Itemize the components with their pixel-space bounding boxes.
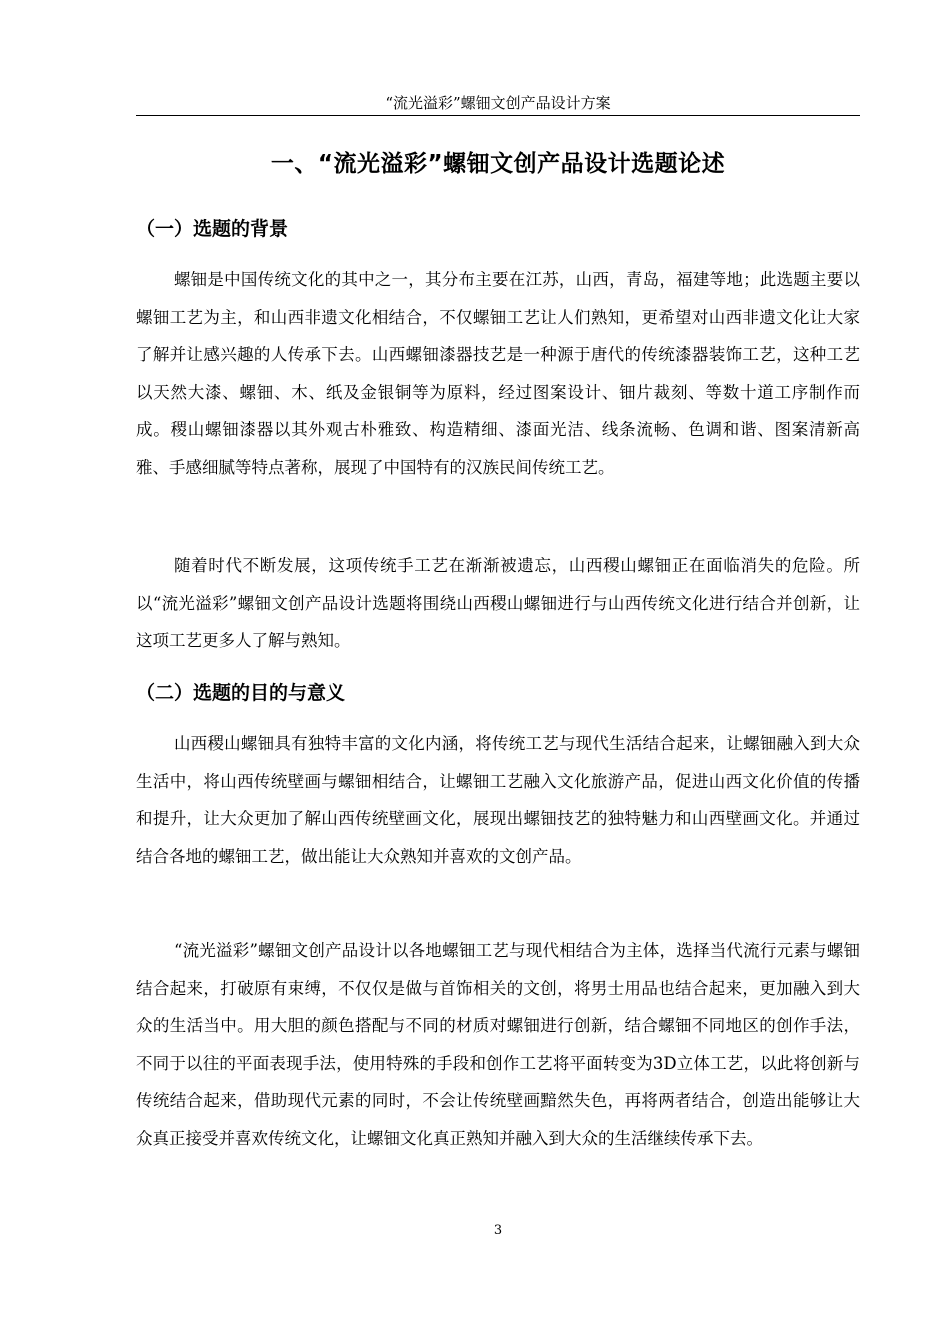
paragraph-purpose-1: 山西稷山螺钿具有独特丰富的文化内涵，将传统工艺与现代生活结合起来，让螺钿融入到大众生活中，将山西传统壁画与螺钿相结合，让螺钿工艺融入文化旅游产品，促进山西文化价值的传播和提升，让大众更加了解山西传统壁画文化，展现出螺钿技艺的独特魅力和山西壁画文化。并通过结合各地的螺钿工艺，做出能让大众熟知并喜欢的文创产品。 — [136, 734, 860, 866]
running-header: “流光溢彩”螺钿文创产品设计方案 — [385, 94, 611, 112]
paragraph-purpose-2: “流光溢彩”螺钿文创产品设计以各地螺钿工艺与现代相结合为主体，选择当代流行元素与螺钿结合起来，打破原有束缚，不仅仅是做与首饰相关的文创，将男士用品也结合起来，更加融入到大众的生活当中。用大胆的颜色搭配与不同的材质对螺钿进行创新，结合螺钿不同地区的创作手法，不同于以往的平面表现手法，使用特殊的手段和创作工艺将平面转变为3D立体工艺，以此将创新与传统结合起来，借助现代元素的同时，不会让传统壁画黯然失色，再将两者结合，创造出能够让大众真正接受并喜欢传统文化，让螺钿文化真正熟知并融入到大众的生活继续传承下去。 — [136, 941, 860, 1148]
section-heading-background: （一）选题的背景 — [136, 218, 289, 240]
section-heading-purpose: （二）选题的目的与意义 — [136, 682, 346, 704]
paragraph-background-2: 随着时代不断发展，这项传统手工艺在渐渐被遗忘，山西稷山螺钿正在面临消失的危险。所以“流光溢彩”螺钿文创产品设计选题将围绕山西稷山螺钿进行与山西传统文化进行结合并创新，让这项工艺更多人了解与熟知。 — [136, 556, 860, 651]
page-number: 3 — [493, 1223, 503, 1238]
header-divider — [136, 115, 860, 116]
chapter-title: 一、“流光溢彩”螺钿文创产品设计选题论述 — [270, 151, 726, 177]
paragraph-background-1: 螺钿是中国传统文化的其中之一，其分布主要在江苏，山西，青岛，福建等地；此选题主要以螺钿工艺为主，和山西非遗文化相结合，不仅螺钿工艺让人们熟知，更希望对山西非遗文化让大家了解并让感兴趣的人传承下去。山西螺钿漆器技艺是一种源于唐代的传统漆器装饰工艺，这种工艺以天然大漆、螺钿、木、纸及金银铜等为原料，经过图案设计、钿片裁刻、等数十道工序制作而成。稷山螺钿漆器以其外观古朴雅致、构造精细、漆面光洁、线条流畅、色调和谐、图案清新高雅、手感细腻等特点著称，展现了中国特有的汉族民间传统工艺。 — [136, 270, 860, 477]
